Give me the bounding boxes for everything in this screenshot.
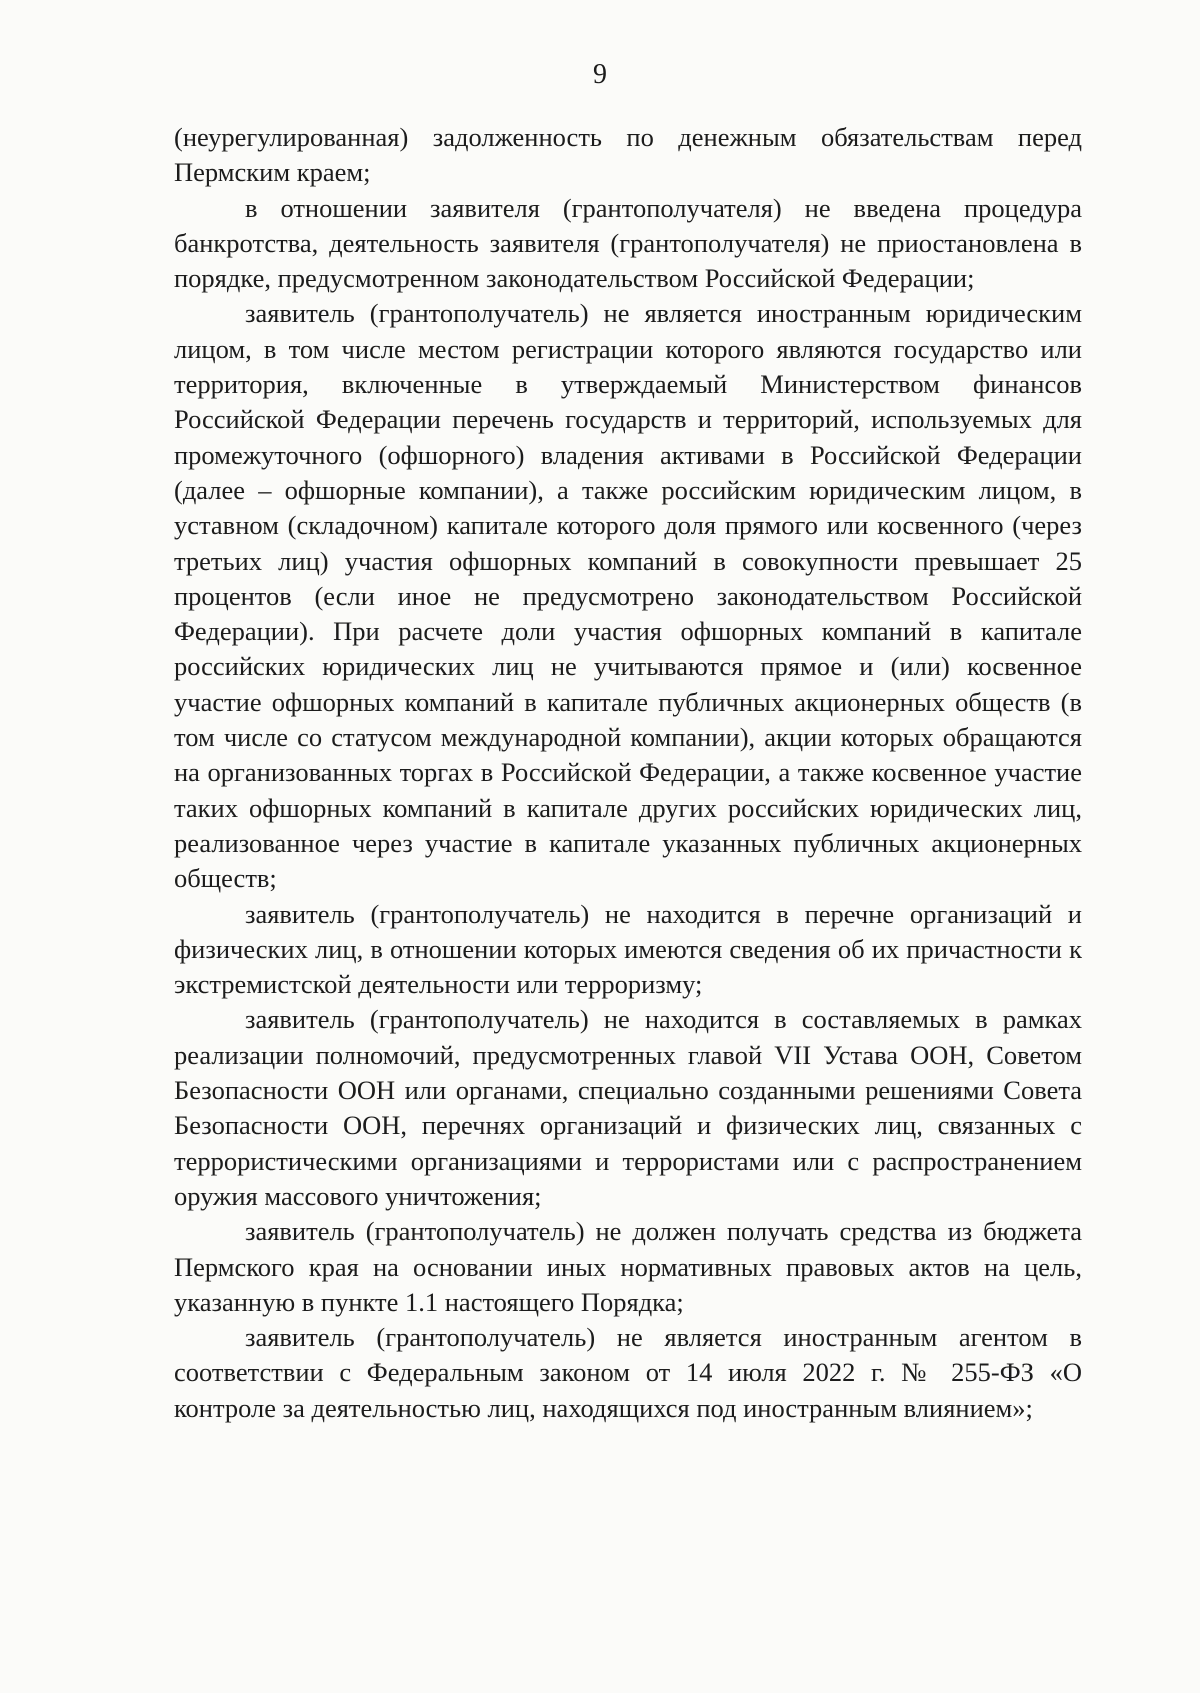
paragraph-not-extremist-list: заявитель (грантополучатель) не находится в перечне организаций и физических лиц, в отношении которых имеются сведения об их причастности к экстремистской деятельности или терроризму;	[174, 898, 1082, 1000]
paragraph-not-foreign-entity: заявитель (грантополучатель) не является иностранным юридическим лицом, в том числе местом регистрации которого являются государство или территория, включенные в утверждаемый Министерством финансов Российской Федерации перечень государств и территорий, используемых для промежуточного (офшорного) владения активами в Российской Федерации (далее – офшорные компании), а также российским юридическим лицом, в уставном (складочном) капитале которого доля прямого или косвенного (через третьих лиц) участия офшорных компаний в совокупности превышает 25 процентов (если иное не предусмотрено законодательством Российской Федерации). При расчете доли участия офшорных компаний в капитале российских юридических лиц не учитываются прямое и (или) косвенное участие офшорных компаний в капитале публичных акционерных обществ (в том числе со статусом международной компании), акции которых обращаются на организованных торгах в Российской Федерации, а также косвенное участие таких офшорных компаний в капитале других российских юридических лиц, реализованное через участие в капитале указанных публичных акционерных обществ;	[174, 298, 1082, 894]
paragraph-debt-continuation: (неурегулированная) задолженность по денежным обязательствам перед Пермским краем;	[174, 122, 1082, 188]
page-number: 9	[593, 59, 607, 90]
document-body	[174, 120, 1082, 1426]
paragraph-no-bankruptcy: в отношении заявителя (грантополучателя) не введена процедура банкротства, деятельность заявителя (грантополучателя) не приостановлена в порядке, предусмотренном законодательством Российской Федерации;	[174, 192, 1082, 294]
paragraph-not-un-sanctions-list: заявитель (грантополучатель) не находится в составляемых в рамках реализации полномочий, предусмотренных главой VII Устава ООН, Советом Безопасности ООН или органами, специально созданными решениями Совета Безопасности ООН, перечнях организаций и физических лиц, связанных с террористическими организациями и террористами или с распространением оружия массового уничтожения;	[174, 1004, 1082, 1211]
paragraph-no-other-budget-funds: заявитель (грантополучатель) не должен получать средства из бюджета Пермского края на основании иных нормативных правовых актов на цель, указанную в пункте 1.1 настоящего Порядка;	[174, 1216, 1082, 1317]
paragraph-not-foreign-agent: заявитель (грантополучатель) не является иностранным агентом в соответствии с Федеральным законом от 14 июля 2022 г. № 255-ФЗ «О контроле за деятельностью лиц, находящихся под иностранным влиянием»;	[174, 1322, 1082, 1423]
